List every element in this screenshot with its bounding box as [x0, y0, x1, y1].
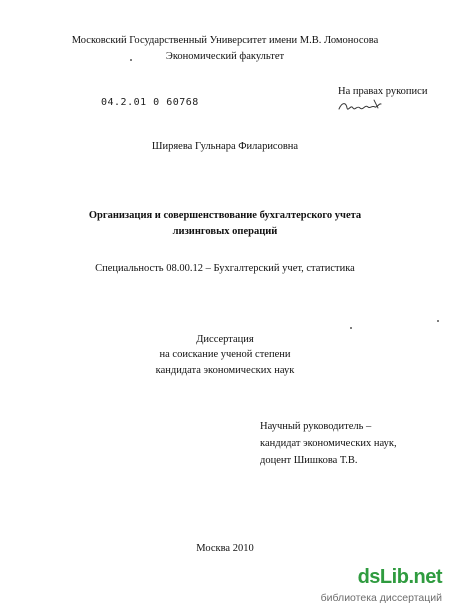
scan-speck	[350, 327, 352, 329]
author-name: Ширяева Гульнара Филарисовна	[151, 141, 299, 152]
supervisor-line1: Научный руководитель –	[260, 421, 372, 432]
work-type-line1: Диссертация	[196, 334, 254, 345]
rights-note: На правах рукописи	[338, 86, 428, 97]
supervisor-line3: доцент Шишкова Т.В.	[260, 455, 358, 466]
dissertation-title-line2: лизинговых операций	[172, 226, 278, 237]
supervisor-line2: кандидат экономических наук,	[260, 438, 397, 449]
library-stamp-number: 04.2.01 0 60768	[101, 97, 199, 108]
scan-speck	[437, 320, 439, 322]
city-year: Москва 2010	[196, 543, 254, 554]
dslib-watermark	[310, 566, 446, 610]
dslib-tagline: библиотека диссертаций	[320, 592, 442, 604]
dissertation-title-line1: Организация и совершенствование бухгалтерского учета	[88, 210, 362, 221]
handwritten-signature	[337, 96, 385, 116]
specialty: Специальность 08.00.12 – Бухгалтерский учет, статистика	[95, 263, 355, 274]
work-type-line2: на соискание ученой степени	[159, 349, 291, 360]
dslib-logo: dsLib.net	[357, 566, 442, 588]
university-name: Московский Государственный Университет имени М.В. Ломоносова	[71, 35, 379, 46]
faculty-name: Экономический факультет	[165, 51, 285, 62]
work-type-line3: кандидата экономических наук	[155, 365, 295, 376]
scan-speck	[130, 59, 132, 61]
